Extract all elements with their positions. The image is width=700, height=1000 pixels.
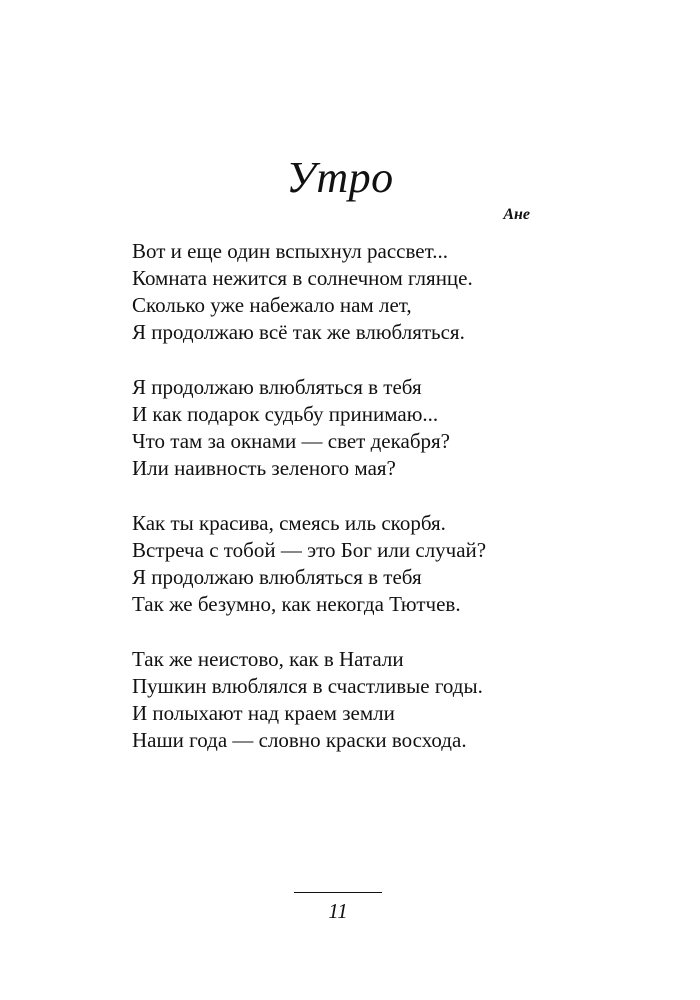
footer-divider: [294, 892, 382, 893]
verse-line: Или наивность зеленого мая?: [132, 456, 396, 480]
stanza-4: [132, 646, 652, 754]
verse-line: Так же безумно, как некогда Тютчев.: [132, 592, 461, 616]
verse-line: Я продолжаю влюбляться в тебя: [132, 565, 422, 589]
poem-body: [132, 238, 652, 782]
verse-line: Я продолжаю всё так же влюбляться.: [132, 320, 465, 344]
verse-line: Пушкин влюблялся в счастливые годы.: [132, 674, 483, 698]
verse-line: Я продолжаю влюбляться в тебя: [132, 375, 422, 399]
verse-line: Как ты красива, смеясь иль скорбя.: [132, 511, 446, 535]
verse-line: И как подарок судьбу принимаю...: [132, 402, 439, 426]
verse-line: Комната нежится в солнечном глянце.: [132, 266, 473, 290]
poem-title: Утро: [286, 153, 394, 202]
stanza-1: [132, 238, 652, 346]
verse-line: Сколько уже набежало нам лет,: [132, 293, 412, 317]
verse-line: Что там за окнами — свет декабря?: [132, 429, 450, 453]
poem-dedication: Ане: [503, 206, 530, 223]
stanza-3: [132, 510, 652, 618]
verse-line: Вот и еще один вспыхнул рассвет...: [132, 239, 448, 263]
stanza-2: [132, 374, 652, 482]
verse-line: Так же неистово, как в Натали: [132, 647, 404, 671]
verse-line: Наши года — словно краски восхода.: [132, 728, 467, 752]
verse-line: Встреча с тобой — это Бог или случай?: [132, 538, 487, 562]
page-number: 11: [328, 899, 348, 923]
verse-line: И полыхают над краем земли: [132, 701, 395, 725]
